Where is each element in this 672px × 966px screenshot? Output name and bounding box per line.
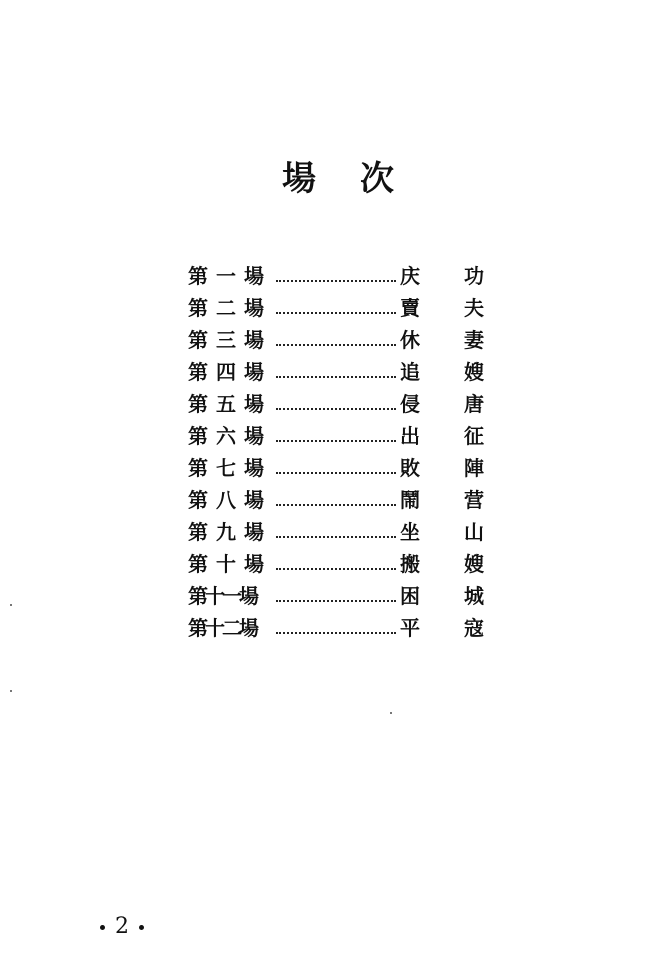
- toc-row: [188, 292, 498, 324]
- scene-title-char-2: 夫: [464, 296, 484, 320]
- scene-title: [400, 582, 498, 610]
- toc-row: [188, 324, 498, 356]
- title-char-2: 次: [360, 159, 394, 199]
- dot-leader: [276, 568, 396, 570]
- scene-label: 第二場: [188, 296, 272, 320]
- toc-row: [188, 388, 498, 420]
- scene-title: [400, 390, 498, 418]
- dot-leader: [276, 536, 396, 538]
- scene-title-char-1: 庆: [400, 264, 420, 288]
- scene-title-char-1: 休: [400, 328, 420, 352]
- dot-leader: [276, 504, 396, 506]
- dot-leader: [276, 344, 396, 346]
- scene-label: 第一場: [188, 264, 272, 288]
- scene-title: [400, 614, 498, 642]
- toc-row: [188, 516, 498, 548]
- bullet-dot-left: [100, 925, 105, 930]
- scene-label: 第十二場: [188, 616, 256, 640]
- scene-title-char-2: 征: [464, 424, 484, 448]
- toc-row: [188, 484, 498, 516]
- scene-label: 第七場: [188, 456, 272, 480]
- scene-label: 第三場: [188, 328, 272, 352]
- scene-title-char-2: 妻: [464, 328, 484, 352]
- scene-title-char-1: 坐: [400, 520, 420, 544]
- scene-title-char-1: 敗: [400, 456, 420, 480]
- scene-title: [400, 550, 498, 578]
- toc-row: [188, 452, 498, 484]
- scene-title: [400, 422, 498, 450]
- dot-leader: [276, 408, 396, 410]
- scene-title-char-2: 功: [464, 264, 484, 288]
- scene-label: 第五場: [188, 392, 272, 416]
- title-char-1: 場: [282, 159, 316, 199]
- scene-title-char-1: 賣: [400, 296, 420, 320]
- dot-leader: [276, 280, 396, 282]
- scene-title: [400, 326, 498, 354]
- toc-row: [188, 580, 498, 612]
- scan-speck: [10, 604, 12, 606]
- scene-label: 第六場: [188, 424, 272, 448]
- scene-title: [400, 518, 498, 546]
- dot-leader: [276, 632, 396, 634]
- scene-title-char-1: 侵: [400, 392, 420, 416]
- bullet-dot-right: [139, 925, 144, 930]
- dot-leader: [276, 472, 396, 474]
- scene-title-char-1: 平: [400, 616, 420, 640]
- page-title: [272, 156, 412, 202]
- scene-label: 第八場: [188, 488, 272, 512]
- scene-title-char-1: 鬧: [400, 488, 420, 512]
- toc-row: [188, 356, 498, 388]
- scene-label: 第十一場: [188, 584, 256, 608]
- scene-title-char-2: 嫂: [464, 552, 484, 576]
- scene-title: [400, 486, 498, 514]
- scene-title-char-1: 追: [400, 360, 420, 384]
- scene-label: 第十場: [188, 552, 272, 576]
- scene-title-char-1: 出: [400, 424, 420, 448]
- dot-leader: [276, 376, 396, 378]
- toc-row: [188, 548, 498, 580]
- scene-list: [188, 260, 498, 644]
- scan-speck: [10, 690, 12, 692]
- scene-title: [400, 262, 498, 290]
- scene-title-char-2: 唐: [464, 392, 484, 416]
- scene-title-char-1: 搬: [400, 552, 420, 576]
- toc-row: [188, 612, 498, 644]
- scene-label: 第九場: [188, 520, 272, 544]
- scene-title-char-2: 陣: [464, 456, 484, 480]
- scene-title-char-2: 山: [464, 520, 484, 544]
- scene-title-char-1: 困: [400, 584, 420, 608]
- dot-leader: [276, 440, 396, 442]
- dot-leader: [276, 600, 396, 602]
- scene-title-char-2: 城: [464, 584, 484, 608]
- scan-speck: [390, 712, 392, 714]
- scene-title: [400, 358, 498, 386]
- scene-title-char-2: 寇: [464, 616, 484, 640]
- toc-row: [188, 420, 498, 452]
- toc-row: [188, 260, 498, 292]
- scene-title: [400, 294, 498, 322]
- scene-title-char-2: 嫂: [464, 360, 484, 384]
- scene-title-char-2: 营: [464, 488, 484, 512]
- scene-label: 第四場: [188, 360, 272, 384]
- page-number-value: 2: [115, 914, 129, 939]
- page-number: [90, 912, 154, 942]
- scene-title: [400, 454, 498, 482]
- dot-leader: [276, 312, 396, 314]
